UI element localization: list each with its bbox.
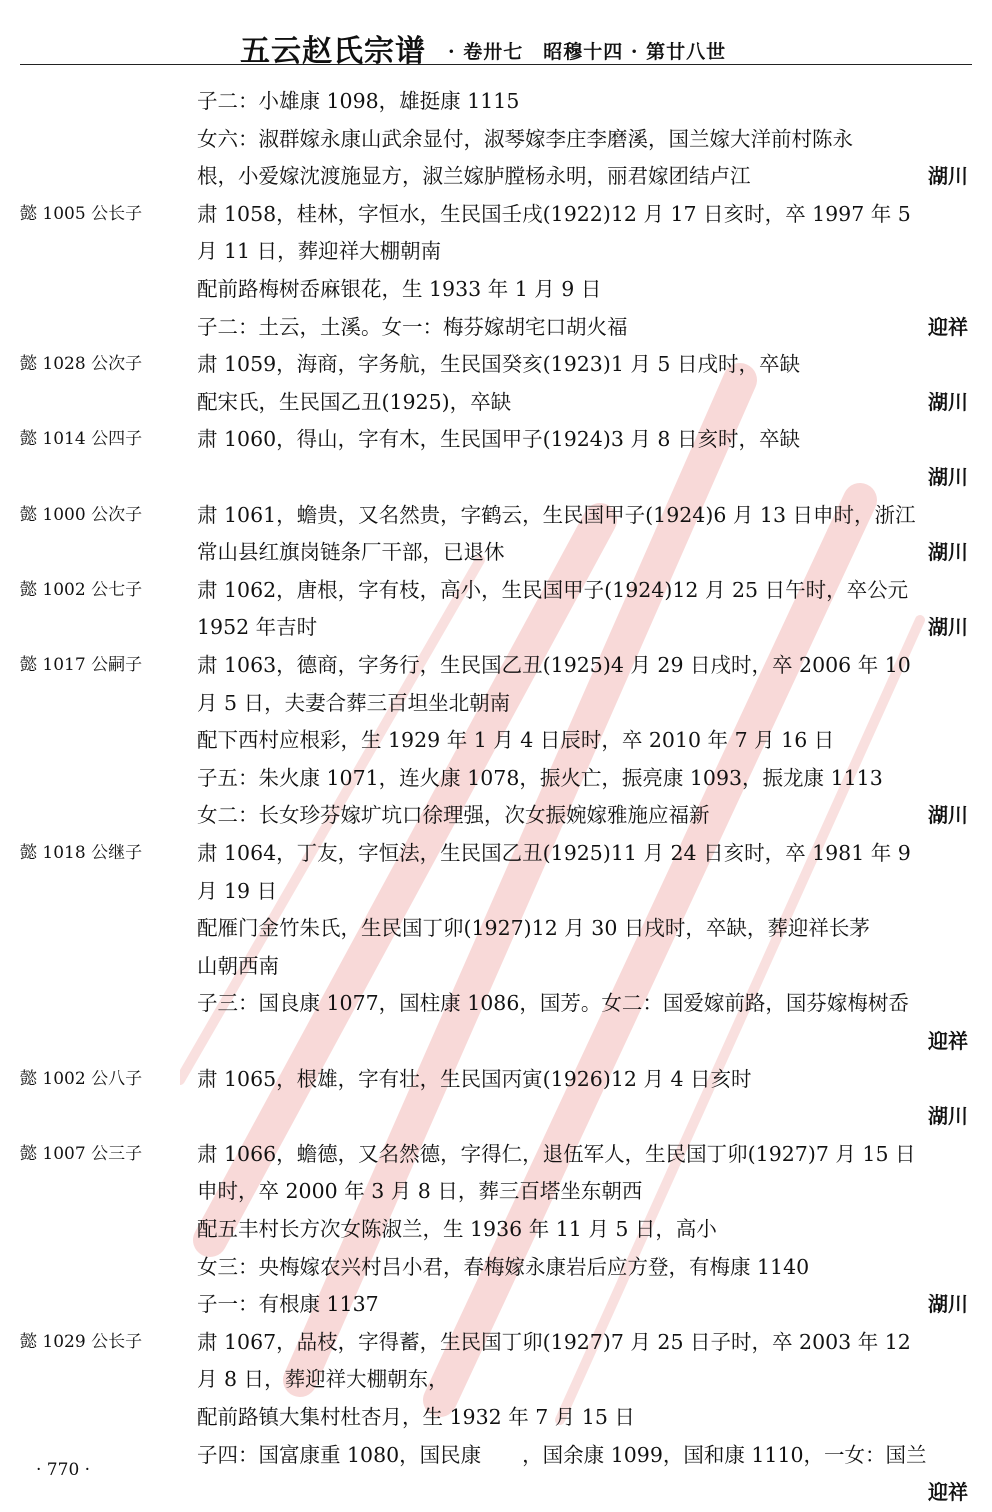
entry-line: 子一：有根康 1137	[197, 1292, 379, 1317]
parent-label: 懿 1014 公四子	[20, 429, 143, 450]
entry-line: 月 5 日，夫妻合葬三百坦坐北朝南	[197, 690, 511, 715]
place-label: 迎祥	[928, 1480, 968, 1505]
parent-label: 懿 1028 公次子	[20, 354, 143, 375]
entry-line: 月 19 日	[197, 878, 278, 903]
entry-line: 女三：央梅嫁农兴村吕小君，春梅嫁永康岩后应方登，有梅康 1140	[197, 1254, 810, 1279]
place-label: 湖川	[928, 164, 968, 189]
entry-line: 子二：土云，土溪。女一：梅芬嫁胡宅口胡火福	[197, 314, 628, 339]
entry-line: 肃 1059，海商，字务航，生民国癸亥(1923)1 月 5 日戌时，卒缺	[197, 352, 800, 377]
place-label: 湖川	[928, 1104, 968, 1129]
entry-line: 1952 年吉时	[197, 615, 318, 640]
entry-line: 肃 1058，桂林，字恒水，生民国壬戌(1922)12 月 17 日亥时，卒 1997 年 5	[197, 201, 911, 226]
entry-line: 配宋氏，生民国乙丑(1925)，卒缺	[197, 389, 512, 414]
entry-line: 子二：小雄康 1098，雄挺康 1115	[197, 89, 520, 113]
entry-line: 子五：朱火康 1071，连火康 1078，振火亡，振亮康 1093，振龙康 1113	[197, 765, 883, 790]
entry-line: 肃 1061，蟾贵，又名然贵，字鹤云，生民国甲子(1924)6 月 13 日申时，浙江	[197, 502, 916, 527]
parent-label: 懿 1029 公长子	[20, 1331, 143, 1352]
volume-subtitle: · 卷卅七 昭穆十四 · 第廿八世	[448, 41, 727, 63]
genealogy-title: 五云赵氏宗谱	[240, 34, 426, 69]
parent-label: 懿 1002 公七子	[20, 579, 143, 600]
parent-label: 懿 1000 公次子	[20, 504, 143, 525]
place-label: 湖川	[928, 615, 968, 640]
entry-line: 女二：长女珍芬嫁圹坑口徐理强，次女振婉嫁雅施应福新	[197, 803, 710, 828]
page-header	[0, 14, 992, 69]
place-label: 湖川	[928, 1292, 968, 1317]
header-rule	[20, 64, 972, 65]
entry-line: 申时，卒 2000 年 3 月 8 日，葬三百塔坐东朝西	[197, 1179, 643, 1204]
place-label: 湖川	[928, 465, 968, 489]
entry-line: 月 11 日，葬迎祥大棚朝南	[197, 239, 442, 264]
entry-line: 配前路梅树岙麻银花，生 1933 年 1 月 9 日	[197, 277, 602, 301]
entry-line: 肃 1064，丁友，字恒法，生民国乙丑(1925)11 月 24 日亥时，卒 1981 年 9	[197, 841, 911, 865]
entry-line: 女六：淑群嫁永康山武余显付，淑琴嫁李庄李磨溪，国兰嫁大洋前村陈永	[197, 126, 853, 151]
entry-line: 配雁门金竹朱氏，生民国丁卯(1927)12 月 30 日戌时，卒缺，葬迎祥长茅	[197, 916, 870, 941]
place-label: 湖川	[928, 389, 968, 414]
entry-line: 肃 1060，得山，字有木，生民国甲子(1924)3 月 8 日亥时，卒缺	[197, 427, 800, 452]
place-label: 湖川	[928, 540, 968, 565]
entry-line: 肃 1065，根雄，字有壮，生民国丙寅(1926)12 月 4 日亥时	[197, 1066, 752, 1091]
parent-label: 懿 1018 公继子	[20, 843, 143, 863]
parent-label: 懿 1002 公八子	[20, 1068, 143, 1089]
entry-line: 肃 1067，品枝，字得蓄，生民国丁卯(1927)7 月 25 日子时，卒 2003 年 12	[197, 1329, 911, 1354]
place-label: 迎祥	[928, 314, 968, 339]
parent-label: 懿 1017 公嗣子	[20, 655, 143, 675]
entry-line: 肃 1062，唐根，字有枝，高小，生民国甲子(1924)12 月 25 日午时，卒公元	[197, 577, 909, 602]
entry-line: 肃 1066，蟾德，又名然德，字得仁，退伍军人，生民国丁卯(1927)7 月 15 日	[197, 1141, 916, 1166]
entry-line: 配前路镇大集村杜杏月，生 1932 年 7 月 15 日	[197, 1405, 635, 1429]
entry-line: 常山县红旗岗链条厂干部，已退休	[197, 540, 505, 565]
entry-line: 山朝西南	[197, 953, 279, 978]
parent-label: 懿 1007 公三子	[20, 1143, 143, 1164]
entry-line: 根，小爱嫁沈渡施显方，淑兰嫁胪膛杨永明，丽君嫁团结卢江	[197, 164, 751, 189]
parent-label: 懿 1005 公长子	[20, 203, 143, 224]
place-label: 湖川	[928, 803, 968, 828]
place-label: 迎祥	[928, 1029, 968, 1053]
entry-line: 子四：国富康重 1080，国民康 ，国余康 1099，国和康 1110，一女：国兰	[197, 1442, 927, 1467]
entry-line: 子三：国良康 1077，国柱康 1086，国芳。女二：国爱嫁前路，国芬嫁梅树岙	[197, 991, 909, 1016]
entry-line: 配五丰村长方次女陈淑兰，生 1936 年 11 月 5 日，高小	[197, 1217, 717, 1241]
entry-line: 肃 1063，德商，字务行，生民国乙丑(1925)4 月 29 日戌时，卒 2006 年 10	[197, 653, 911, 677]
entry-line: 月 8 日，葬迎祥大棚朝东，	[197, 1367, 449, 1392]
entry-line: 配下西村应根彩，生 1929 年 1 月 4 日辰时，卒 2010 年 7 月 16 日	[197, 728, 835, 753]
page-number: · 770 ·	[36, 1460, 91, 1480]
